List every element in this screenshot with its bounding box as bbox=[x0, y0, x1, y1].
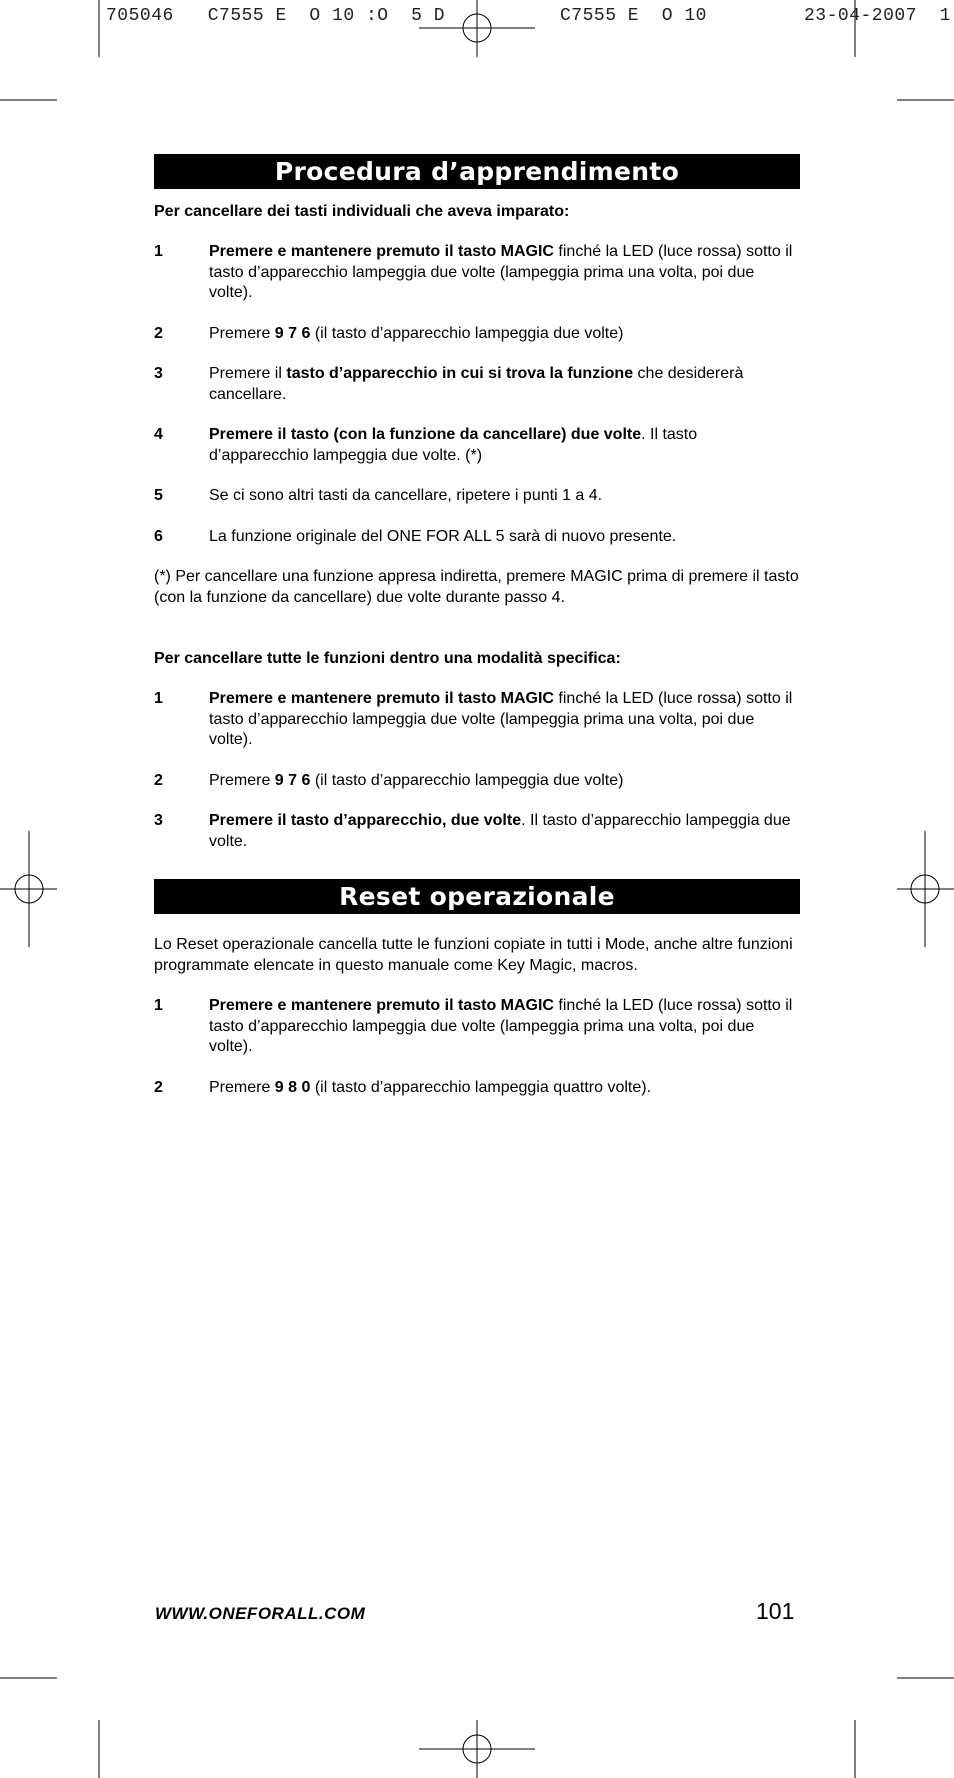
section-title-learning: Procedura d’apprendimento bbox=[154, 154, 800, 189]
step-number: 5 bbox=[154, 487, 163, 504]
step-text: Premere 9 7 6 (il tasto d’apparecchio lampeggia due volte) bbox=[209, 324, 624, 342]
step-item bbox=[154, 242, 800, 304]
footnote: (*) Per cancellare una funzione appresa indiretta, premere MAGIC prima di premere il tasto (con la funzione da cancellare) due volte durante passo 4. bbox=[154, 568, 799, 606]
step-number: 3 bbox=[154, 812, 163, 829]
step-text: Premere il tasto d’apparecchio, due volte. Il tasto d’apparecchio lampeggia due volte. bbox=[209, 812, 791, 850]
slug-left: 705046 C7555 E O 10 :O 5 D bbox=[106, 6, 446, 26]
step-text: Premere e mantenere premuto il tasto MAGIC finché la LED (luce rossa) sotto il tasto d’apparecchio lampeggia due volte (lampeggia prima una volta, poi due volte). bbox=[209, 243, 793, 301]
step-text: Premere e mantenere premuto il tasto MAGIC finché la LED (luce rossa) sotto il tasto d’apparecchio lampeggia due volte (lampeggia prima una volta, poi due volte). bbox=[209, 690, 793, 748]
step-item bbox=[154, 425, 800, 466]
step-number: 2 bbox=[154, 771, 163, 789]
step-number: 3 bbox=[154, 365, 163, 382]
page-number: 101 bbox=[756, 1598, 795, 1624]
step-item bbox=[154, 324, 800, 345]
step-item bbox=[154, 1078, 800, 1099]
reset-intro: Lo Reset operazionale cancella tutte le funzioni copiate in tutti i Mode, anche altre funzioni programmate elencate in questo manuale come Key Magic, macros. bbox=[154, 936, 793, 974]
step-number: 4 bbox=[154, 426, 163, 443]
step-item bbox=[154, 996, 800, 1058]
step-item bbox=[154, 364, 800, 405]
step-item bbox=[154, 689, 800, 751]
step-item bbox=[154, 486, 800, 507]
subhead-mode: Per cancellare tutte le funzioni dentro una modalità specifica: bbox=[154, 650, 621, 667]
steps-reset bbox=[154, 996, 800, 1098]
step-text: Premere e mantenere premuto il tasto MAGIC finché la LED (luce rossa) sotto il tasto d’apparecchio lampeggia due volte (lampeggia prima una volta, poi due volte). bbox=[209, 997, 793, 1055]
step-text: Se ci sono altri tasti da cancellare, ripetere i punti 1 a 4. bbox=[209, 487, 603, 504]
step-text: Premere 9 7 6 (il tasto d’apparecchio lampeggia due volte) bbox=[209, 771, 624, 789]
step-number: 1 bbox=[154, 690, 163, 707]
step-text: Premere 9 8 0 (il tasto d’apparecchio lampeggia quattro volte). bbox=[209, 1078, 652, 1096]
step-item bbox=[154, 771, 800, 792]
steps-mode bbox=[154, 689, 800, 852]
step-item bbox=[154, 527, 800, 548]
page-content bbox=[154, 154, 800, 1098]
step-number: 1 bbox=[154, 243, 163, 260]
step-text: La funzione originale del ONE FOR ALL 5 sarà di nuovo presente. bbox=[209, 527, 677, 545]
slug-right: 23-04-2007 1 bbox=[804, 6, 951, 26]
subhead-individual: Per cancellare dei tasti individuali che aveva imparato: bbox=[154, 203, 570, 220]
step-text: Premere il tasto (con la funzione da cancellare) due volte. Il tasto d’apparecchio lampeggia due volte. (*) bbox=[209, 426, 698, 464]
step-number: 6 bbox=[154, 527, 163, 545]
steps-individual bbox=[154, 242, 800, 547]
step-number: 2 bbox=[154, 1078, 163, 1096]
step-number: 2 bbox=[154, 324, 163, 342]
section-title-reset: Reset operazionale bbox=[154, 879, 800, 914]
slug-middle: C7555 E O 10 bbox=[560, 6, 707, 26]
step-number: 1 bbox=[154, 997, 163, 1014]
step-text: Premere il tasto d’apparecchio in cui si trova la funzione che desidererà cancellare. bbox=[209, 365, 744, 403]
website-url: WWW.ONEFORALL.COM bbox=[155, 1604, 366, 1623]
step-item bbox=[154, 811, 800, 852]
